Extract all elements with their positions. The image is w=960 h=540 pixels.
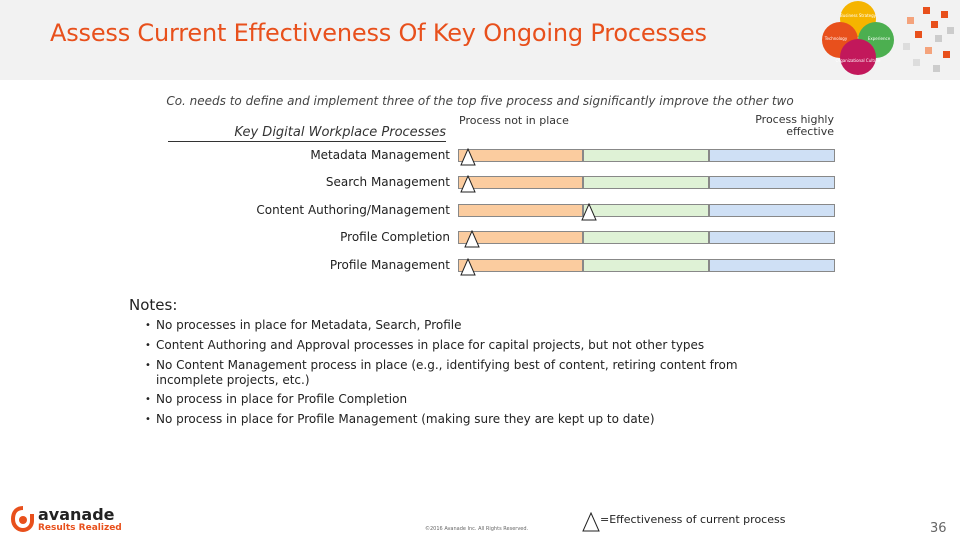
process-row-label: Content Authoring/Management: [256, 203, 450, 217]
venn-label-culture: Organizational Culture: [835, 58, 881, 63]
process-row-label: Profile Management: [329, 258, 450, 272]
effectiveness-scale-segment-2: [583, 204, 709, 217]
effectiveness-scale-segment-3: [709, 204, 835, 217]
effectiveness-scale-segment-3: [709, 259, 835, 272]
note-item: • Content Authoring and Approval processes in place for capital projects, but not other types: [145, 338, 795, 353]
avanade-logo-icon: [10, 505, 36, 533]
processes-column-header: Key Digital Workplace Processes: [168, 125, 446, 142]
effectiveness-scale-segment-3: [709, 149, 835, 162]
effectiveness-scale-segment-2: [583, 176, 709, 189]
page-number: 36: [930, 521, 947, 536]
venn-circle-culture: [840, 39, 876, 75]
effectiveness-marker-icon: [581, 203, 597, 221]
notes-title: Notes:: [129, 296, 178, 314]
venn-label-technology: Technology: [824, 36, 848, 41]
scale-high-line1: Process highly: [755, 113, 834, 126]
effectiveness-scale-segment-1: [458, 149, 583, 162]
note-item: • No processes in place for Metadata, Search, Profile: [145, 318, 795, 333]
scale-low-label: Process not in place: [459, 114, 569, 127]
note-item: • No Content Management process in place (e.g., identifying best of content, retiring content from incomplete projects, etc.): [145, 358, 781, 388]
effectiveness-scale-segment-2: [583, 259, 709, 272]
slide-title: Assess Current Effectiveness Of Key Ongoing Processes: [50, 19, 707, 47]
scale-high-label: [700, 114, 834, 138]
copyright-text: ©2016 Avanade Inc. All Rights Reserved.: [425, 526, 529, 532]
effectiveness-scale-segment-1: [458, 176, 583, 189]
process-row-label: Profile Completion: [340, 230, 450, 244]
brand-name: avanade: [38, 505, 115, 524]
legend-triangle-icon: [582, 512, 600, 532]
note-item: • No process in place for Profile Management (making sure they are kept up to date): [145, 412, 795, 427]
effectiveness-marker-icon: [460, 175, 476, 193]
effectiveness-scale-segment-2: [583, 231, 709, 244]
process-row-label: Search Management: [325, 175, 450, 189]
effectiveness-marker-icon: [464, 230, 480, 248]
note-item: • No process in place for Profile Completion: [145, 392, 795, 407]
subtitle-text: Co. needs to define and implement three of the top five process and significantly improve the other two: [166, 94, 794, 108]
process-row-label: Metadata Management: [310, 148, 450, 162]
brand-tagline: Results Realized: [38, 523, 122, 533]
effectiveness-scale-segment-1: [458, 204, 583, 217]
strategy-venn-graphic: [815, 0, 900, 76]
legend-text: =Effectiveness of current process: [600, 513, 786, 526]
effectiveness-scale-segment-1: [458, 259, 583, 272]
venn-label-business: Business Strategy: [839, 13, 877, 18]
decorative-dot-pattern: [895, 5, 955, 75]
effectiveness-marker-icon: [460, 148, 476, 166]
notes-list: [145, 318, 795, 432]
effectiveness-marker-icon: [460, 258, 476, 276]
venn-label-experience: Experience: [867, 36, 891, 41]
slide-subtitle: [0, 94, 960, 108]
scale-high-line2: effective: [786, 125, 834, 138]
effectiveness-scale-segment-2: [583, 149, 709, 162]
effectiveness-scale-segment-3: [709, 231, 835, 244]
effectiveness-scale-segment-3: [709, 176, 835, 189]
